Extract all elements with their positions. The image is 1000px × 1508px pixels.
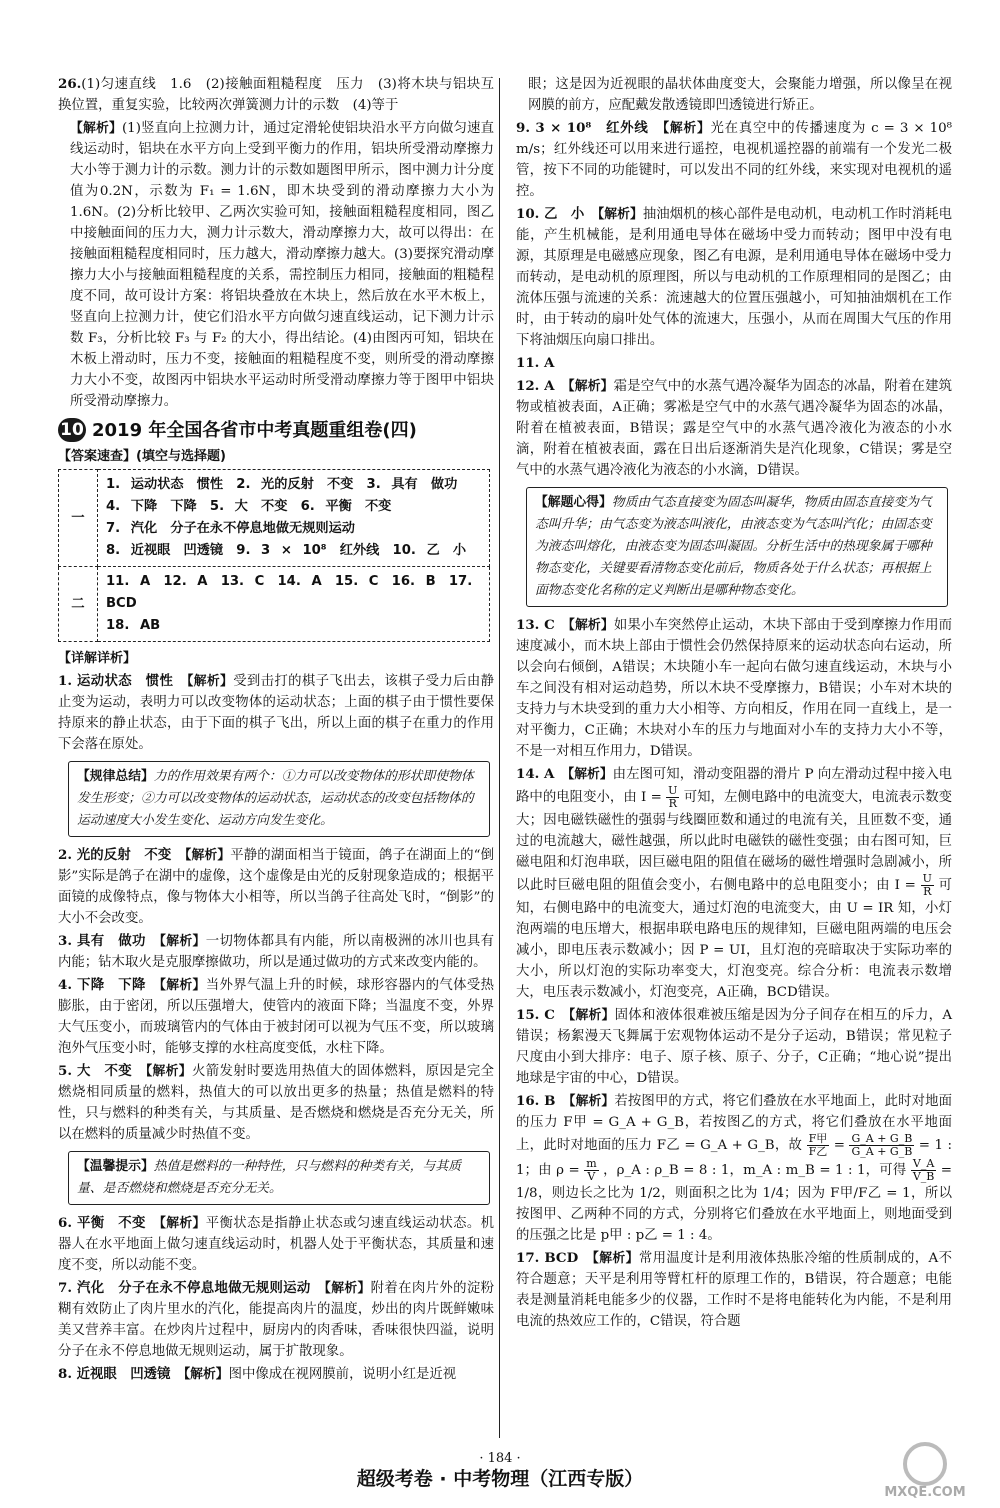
book-title: 超级考卷 · 中考物理（江西专版） [356,1468,644,1490]
q26-analysis: 【解析】(1)竖直向上拉测力计，通过定滑轮使铝块沿水平方向做匀速直线运动时，铝块在水平方向上受到平衡力的作用，铝块所受滑动摩擦力大小等于测力计的示数。测力计的示数如题图甲所示，图中测力计分度值为0.2N，示数为 F₁ = 1.6N，即木块受到的滑动摩擦力大小为1.6N。(2)分析比较甲、乙两次实验可知，接触面粗糙程度相同，图乙中接触面间的压力大，测力计示数大，滑动摩擦力大，故可以得出：在接触面粗糙程度相同时，压力越大，滑动摩擦力越大。(3)要探究滑动摩擦力大小与接触面粗糙程度的关系，需控制压力相同，接触面的粗糙程度不同，故可设计方案：将铝块叠放在木块上，然后放在水平木板上，竖直向上拉测力计，使它们沿水平方向做匀速直线运动，记下测力计示数 F₃，分析比较 F₃ 与 F₂ 的大小，得出结论。(4)由图丙可知，铝块在木板上滑动时，压力不变，接触面的粗糙程度不变，则所受的滑动摩擦力大小不变，故图丙中铝块水平运动时所受滑动摩擦力等于图甲中铝块所受滑动摩擦力。 [70,121,495,409]
q16-analysis: 16. B 【解析】若按图甲的方式，将它们叠放在水平地面上，此时对地面的压力 F甲 = G_A + G_B，若按图乙的方式，将它们叠放在水平地面上，此时对地面的压力 F乙 = G_A + G_B，故 $\frac{\text{F甲}}{\text{F乙}}$ = $\frac{G\_A + G\_B}{G\_A + G\_B}$ = 1 : 1；由 ρ = $\frac{m}{V}$ ，ρ_A : ρ_B = 8 : 1，m_A : m_B = 1 : 1，可得 $\frac{V\_A}{V\_B}$ = 1/8，则边长之比为 1/2，则面积之比为 1/4；因为 F甲/F乙 = 1，所以按图甲、乙两种不同的方式，分别将它们叠放在水平地面上，则地面受到的压强之比是 p甲 : p乙 = 1 : 4。 [516,1093,953,1243]
q10-analysis: 10. 乙 小 【解析】抽油烟机的核心部件是电动机，电动机工作时消耗电能，产生机械能，是利用通电导体在磁场中受力而转动；图甲中没有电源，其原理是电磁感应现象，图乙有电源，是利用通电导体在磁场中受力而转动，是电动机的原理图，所以与电动机的工作原理相同的是图乙；由流体压强与流速的关系：流速越大的位置压强越小，可知抽油烟机在工作时，由于转动的扇叶处气体的流速大，压强小，从而在周围大气压的作用下将油烟压向扇口排出。 [516,206,953,348]
q13-analysis: 13. C 【解析】如果小车突然停止运动，木块下部由于受到摩擦力作用而速度减小，而木块上部由于惯性会仍然保持原来的运动状态向右运动，所以会向右倾倒，A错误；木块随小车一起向右做匀速直线运动，木块与小车之间没有相对运动趋势，所以木块不受摩擦力，B错误；小车对木块的支持力与木块受到的重力大小相等、方向相反，作用在同一直线上，是一对平衡力，C正确；木块对小车的压力与地面对小车的支持力大小不等，不是一对相互作用力，D错误。 [516,617,952,759]
watermark-logo-icon [866,1440,984,1500]
solving-insight-box: 【解题心得】物质由气态直接变为固态叫凝华，物质由固态直接变为气态叫升华；由气态变为液态叫液化，由液态变为气态叫汽化；由固态变为液态叫熔化，由液态变为固态叫凝固。分析生活中的热现象属于哪种物态变化，关键要看清物态变化前后，物质各处于什么状态；再根据上面物态变化名称的定义判断出是哪种物态变化。 [526,487,948,607]
rule-summary-box: 【规律总结】力的作用效果有两个：①力可以改变物体的形状即使物体发生形变；②力可以改变物体的运动状态，运动状态的改变包括物体的运动速度大小发生变化、运动方向发生变化。 [68,761,490,837]
fraction-u-over-r: $\frac{U}{R}$ [668,784,678,810]
q2-analysis: 2. 光的反射 不变 【解析】平静的湖面相当于镜面，鸽子在湖面上的“倒影”实际是鸽子在湖中的虚像，这个虚像是由光的反射现象造成的；根据平面镜的成像特点，像与物体大小相等，所以当鸽子往高处飞时，“倒影”的大小不会改变。 [58,847,494,926]
q5-analysis: 5. 大 不变 【解析】火箭发射时要选用热值大的固体燃料，原因是完全燃烧相同质量的燃料，热值大的可以放出更多的热量；热值是燃料的特性，只与燃料的种类有关，与其质量、是否燃烧和燃烧是否充分无关，所以在燃料的质量减少时热值不变。 [58,1063,494,1142]
fraction-pressure-forces: $\frac{\text{F甲}}{\text{F乙}}$ [808,1132,828,1158]
q6-analysis: 6. 平衡 不变 【解析】平衡状态是指静止状态或匀速直线运动状态。机器人在水平地面上做匀速直线运动时，机器人处于平衡状态，其质量和速度不变，所以动能不变。 [58,1215,495,1273]
q8-analysis: 8. 近视眼 凹透镜 【解析】图中像成在视网膜前，说明小红是近视 [58,1366,457,1382]
q9-analysis: 9. 3 × 10⁸ 红外线 【解析】光在真空中的传播速度为 c = 3 × 10⁸ m/s；红外线还可以用来进行遥控，电视机遥控器的前端有一个发光二极管，按下不同的功能键时，可以发出不同的红外线，来实现对电视机的遥控。 [516,120,952,199]
page-number: · 184 · [479,1451,521,1466]
q26-answer: 26.(1)匀速直线 1.6 (2)接触面粗糙程度 压力 (3)将木块与铝块互换位置，重复实验，比较两次弹簧测力计的示数 (4)等于 [58,76,494,113]
column-divider [499,78,500,1438]
q7-analysis: 7. 汽化 分子在永不停息地做无规则运动 【解析】附着在肉片外的淀粉糊有效防止了肉片里水的汽化，能提高肉片的温度，炒出的肉片既鲜嫩味美又营养丰富。在炒肉片过程中，厨房内的肉香味，香味很快四溢，说明分子在永不停息地做无规则运动，属于扩散现象。 [58,1280,495,1359]
answer-line: 4. 下降 下降 5. 大 不变 6. 平衡 不变 [106,499,392,514]
answer-line: 1. 运动状态 惯性 2. 光的反射 不变 3. 具有 做功 [106,477,458,492]
svg-text:MXQE.COM: MXQE.COM [884,1485,966,1500]
q4-analysis: 4. 下降 下降 【解析】当外界气温上升的时候，球形容器内的气体受热膨胀，由于密闭，所以压强增大，使管内的液面下降；当温度不变，外界大气压变小，而玻璃管内的气体由于被封闭可以视为气压不变，所以玻璃泡外气压变小时，能够支撑的水柱高度变低，水柱下降。 [58,977,495,1056]
fraction-u-over-r: $\frac{U}{R}$ [922,872,932,898]
answer-table [58,469,490,642]
fraction-volumes: $\frac{V\_A}{V\_B}$ [912,1157,935,1183]
detail-label: 【详解详析】 [58,651,137,666]
q12-analysis: 12. A 【解析】霜是空气中的水蒸气遇冷凝华为固态的冰晶，附着在建筑物或植被表面，A正确；雾凇是空气中的水蒸气遇冷凝华为固态的冰晶，附着在植被表面，B错误；露是空气中的水蒸气遇冷液化为液态的小水滴，附着在植被表面，露在日出后逐渐消失是汽化现象，C错误；雾是空气中的水蒸气遇冷液化为液态的小水滴，D错误。 [516,378,953,478]
q3-analysis: 3. 具有 做功 【解析】一切物体都具有内能，所以南极洲的冰川也具有内能；钻木取火是克服摩擦做功，所以是通过做功的方式来改变内能的。 [58,933,495,970]
q14-analysis: 14. A 【解析】由左图可知，滑动变阻器的滑片 P 向左滑动过程中接入电路中的电阻变小，由 I = $\frac{U}{R}$ 可知，左侧电路中的电流变大，电流表示数变大；因电磁铁磁性的强弱与线圈匝数和通过的电流有关，且匝数不变，通过的电流越大，磁性越强，所以此时电磁铁的磁性变强；由右图可知，巨磁电阻和灯泡串联，因巨磁电阻的阻值在磁场的磁性增强时急剧减小，所以此时巨磁电阻的阻值会变小，右侧电路中的总电阻变小；由 I = $\frac{U}{R}$ 可知，右侧电路中的电流变大，通过灯泡的电流变大，由 U = IR 知，小灯泡两端的电压增大，根据串联电路电压的规律知，巨磁电阻两端的电压会减小，即电压表示数减小；因 P = UI，且灯泡的亮暗取决于实际功率的大小，所以灯泡的实际功率变大，灯泡变亮。综合分析：电流表示数增大，电压表示数减小，灯泡变亮，A正确，BCD错误。 [516,766,953,1000]
tip-box: 【温馨提示】热值是燃料的一种特性，只与燃料的种类有关，与其质量、是否燃烧和燃烧是否充分无关。 [68,1151,490,1205]
left-column [58,74,494,1387]
q8-continued: 眼；这是因为近视眼的晶状体曲度变大，会聚能力增强，所以像呈在视网膜的前方，应配戴发散透镜即凹透镜进行矫正。 [528,77,952,113]
section-heading: 2019 年全国各省市中考真题重组卷(四) [92,419,417,441]
answer-group-one: 一 [59,470,98,567]
answer-line: 18. AB [106,618,161,633]
answer-line: 11. A 12. A 13. C 14. A 15. C 16. B 17. BCD [106,574,473,611]
fraction-density: $\frac{m}{V}$ [586,1157,597,1183]
q1-analysis: 1. 运动状态 惯性 【解析】受到击打的棋子飞出去，该棋子受力后由静止变为运动，表明力可以改变物体的运动状态；上面的棋子由于惯性要保持原来的静止状态，由于下面的棋子飞出，所以上面的棋子在重力的作用下会落在原处。 [58,673,495,752]
answer-line: 7. 汽化 分子在永不停息地做无规则运动 [106,521,355,536]
fraction-weights: $\frac{G\_A + G\_B}{G\_A + G\_B}$ [851,1132,913,1158]
q17-analysis: 17. BCD 【解析】常用温度计是利用液体热胀冷缩的性质制成的，A不符合题意；天平是利用等臂杠杆的原理工作的，B错误，符合题意；电能表是测量消耗电能多少的仪器，工作时不是将电能转化为内能，不是利用电流的热效应工作的，C错误，符合题 [516,1250,953,1329]
q11-answer: 11. A [516,355,555,371]
right-column [516,74,952,1334]
quick-answer-label: 【答案速查】(填空与选择题) [58,449,226,464]
section-title [58,418,494,442]
section-number-badge: 10 [58,418,86,442]
answer-line: 8. 近视眼 凹透镜 9. 3 × 10⁸ 红外线 10. 乙 小 [106,543,467,558]
answer-group-two: 二 [59,567,98,642]
q15-analysis: 15. C 【解析】固体和液体很难被压缩是因为分子间存在相互的斥力，A错误；杨絮漫天飞舞属于宏观物体运动不是分子运动，B错误；常见粒子尺度由小到大排序：电子、原子核、原子、分子，C正确；“地心说”提出地球是宇宙的中心，D错误。 [516,1007,953,1086]
